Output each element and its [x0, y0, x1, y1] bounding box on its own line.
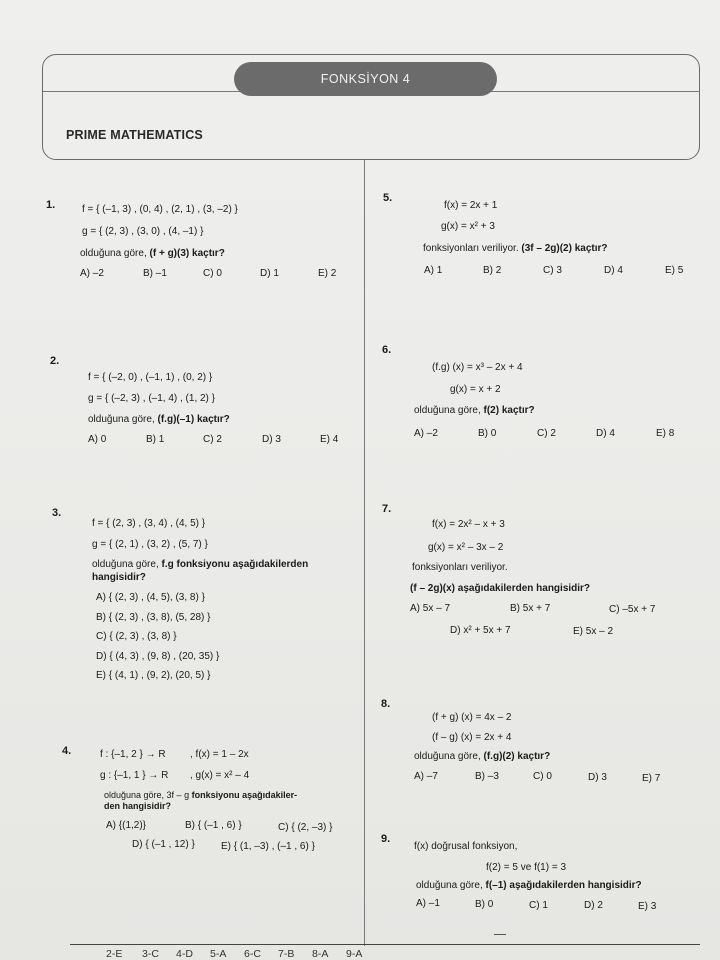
question-line: f(x) = 2x² – x + 3	[432, 519, 505, 530]
option-b[interactable]: B) { (–1 , 6) }	[185, 820, 242, 831]
option-a[interactable]: A) {(1,2)}	[106, 820, 147, 831]
option-c[interactable]: C) { (2, 3) , (3, 8) }	[96, 631, 177, 642]
question-prompt-cont: den hangisidir?	[104, 801, 172, 811]
answer-key-item: 7-B	[278, 948, 295, 960]
question-line: g(x) = x² – 3x – 2	[428, 542, 504, 553]
option-b[interactable]: B) 1	[146, 434, 165, 445]
option-a[interactable]: A) –2	[414, 428, 438, 439]
option-a[interactable]: A) 5x – 7	[410, 603, 451, 614]
option-e[interactable]: E) 5x – 2	[573, 626, 614, 637]
question-line: g = { (2, 1) , (3, 2) , (5, 7) }	[92, 539, 208, 550]
question-prompt: fonksiyonları veriliyor. (3f – 2g)(2) kaçtır?	[423, 243, 608, 254]
question-number: 4.	[62, 745, 72, 757]
option-a[interactable]: A) –7	[414, 771, 438, 782]
question-line: g = { (2, 3) , (3, 0) , (4, –1) }	[82, 226, 204, 237]
answer-key-item: 2-E	[106, 948, 123, 960]
question-line: f(2) = 5 ve f(1) = 3	[486, 862, 567, 873]
question-prompt: olduğuna göre, f.g fonksiyonu aşağıdakilerden	[92, 559, 309, 570]
option-d[interactable]: D) 3	[588, 772, 607, 783]
question-prompt-cont: hangisidir?	[92, 572, 146, 583]
answer-key-item: 8-A	[312, 948, 329, 960]
answer-key-item: 4-D	[176, 948, 193, 960]
option-d[interactable]: D) 4	[596, 428, 615, 439]
question-prompt: olduğuna göre, 3f – g fonksiyonu aşağıdakiler-	[104, 790, 298, 800]
option-e[interactable]: E) 3	[638, 901, 657, 912]
option-b[interactable]: B) 2	[483, 265, 502, 276]
option-c[interactable]: C) { (2, –3) }	[278, 822, 333, 833]
footer-rule	[70, 944, 700, 945]
question-line: g : {–1, 1 } → R	[100, 770, 169, 781]
brand-name: PRIME MATHEMATICS	[66, 128, 203, 142]
option-d[interactable]: D) 3	[262, 434, 281, 445]
option-c[interactable]: C) 3	[543, 265, 562, 276]
question-line: (f + g) (x) = 4x – 2	[432, 712, 512, 723]
option-b[interactable]: B) 0	[475, 899, 494, 910]
option-e[interactable]: E) 2	[318, 268, 337, 279]
option-b[interactable]: B) { (2, 3) , (3, 8), (5, 28) }	[96, 612, 211, 623]
option-e[interactable]: E) { (1, –3) , (–1 , 6) }	[221, 841, 315, 852]
option-a[interactable]: A) –1	[416, 898, 440, 909]
question-prompt: (f – 2g)(x) aşağıdakilerden hangisidir?	[410, 583, 591, 594]
option-c[interactable]: C) 2	[537, 428, 556, 439]
option-d[interactable]: D) { (–1 , 12) }	[132, 839, 195, 850]
answer-key-item: 5-A	[210, 948, 227, 960]
question-line: , f(x) = 1 – 2x	[190, 749, 249, 760]
option-c[interactable]: C) 0	[533, 771, 552, 782]
option-a[interactable]: A) 1	[424, 265, 443, 276]
option-d[interactable]: D) { (4, 3) , (9, 8) , (20, 35) }	[96, 651, 220, 662]
option-a[interactable]: A) 0	[88, 434, 107, 445]
question-prompt: olduğuna göre, f(2) kaçtır?	[414, 405, 535, 416]
option-a[interactable]: A) –2	[80, 268, 104, 279]
question-line: f(x) doğrusal fonksiyon,	[414, 841, 518, 852]
answer-key-item: 9-A	[346, 948, 363, 960]
option-e[interactable]: E) 8	[656, 428, 675, 439]
question-line: f = { (–2, 0) , (–1, 1) , (0, 2) }	[88, 372, 213, 383]
question-line: f : {–1, 2 } → R	[100, 749, 166, 760]
question-prompt: olduğuna göre, (f.g)(–1) kaçtır?	[88, 414, 230, 425]
question-line: f(x) = 2x + 1	[444, 200, 498, 211]
option-b[interactable]: B) –1	[143, 268, 167, 279]
option-c[interactable]: C) –5x + 7	[609, 604, 656, 615]
question-number: 3.	[52, 507, 62, 519]
option-c[interactable]: C) 2	[203, 434, 222, 445]
answer-key-item: 6-C	[244, 948, 261, 960]
question-given: fonksiyonları veriliyor.	[412, 562, 508, 573]
option-b[interactable]: B) 0	[478, 428, 497, 439]
option-d[interactable]: D) 2	[584, 900, 603, 911]
option-b[interactable]: B) 5x + 7	[510, 603, 551, 614]
question-line: (f.g) (x) = x³ – 2x + 4	[432, 362, 523, 373]
question-number: 5.	[383, 192, 393, 204]
worksheet-title: FONKSİYON 4	[234, 62, 497, 96]
option-c[interactable]: C) 0	[203, 268, 222, 279]
option-d[interactable]: D) x² + 5x + 7	[450, 625, 511, 636]
option-c[interactable]: C) 1	[529, 900, 548, 911]
question-number: 9.	[381, 833, 391, 845]
question-line: f = { (–1, 3) , (0, 4) , (2, 1) , (3, –2) }	[82, 204, 238, 215]
question-line: (f – g) (x) = 2x + 4	[432, 732, 512, 743]
option-e[interactable]: E) 7	[642, 773, 661, 784]
question-line: g = { (–2, 3) , (–1, 4) , (1, 2) }	[88, 393, 216, 404]
question-number: 8.	[381, 698, 391, 710]
option-d[interactable]: D) 1	[260, 268, 279, 279]
question-prompt: olduğuna göre, f(–1) aşağıdakilerden hangisidir?	[416, 880, 642, 891]
question-line: f = { (2, 3) , (3, 4) , (4, 5) }	[92, 518, 206, 529]
question-line: g(x) = x + 2	[450, 384, 501, 395]
pen-mark	[494, 934, 506, 935]
question-number: 6.	[382, 344, 392, 356]
option-d[interactable]: D) 4	[604, 265, 623, 276]
question-number: 1.	[46, 199, 56, 211]
option-e[interactable]: E) 5	[665, 265, 684, 276]
answer-key-item: 3-C	[142, 948, 159, 960]
question-line: , g(x) = x² – 4	[190, 770, 250, 781]
question-prompt: olduğuna göre, (f.g)(2) kaçtır?	[414, 751, 551, 762]
column-divider	[364, 160, 365, 946]
option-e[interactable]: E) { (4, 1) , (9, 2), (20, 5) }	[96, 670, 211, 681]
question-line: g(x) = x² + 3	[441, 221, 495, 232]
option-e[interactable]: E) 4	[320, 434, 339, 445]
question-number: 2.	[50, 355, 60, 367]
option-a[interactable]: A) { (2, 3) , (4, 5), (3, 8) }	[96, 592, 205, 603]
question-number: 7.	[382, 503, 392, 515]
option-b[interactable]: B) –3	[475, 771, 499, 782]
question-prompt: olduğuna göre, (f + g)(3) kaçtır?	[80, 248, 225, 259]
